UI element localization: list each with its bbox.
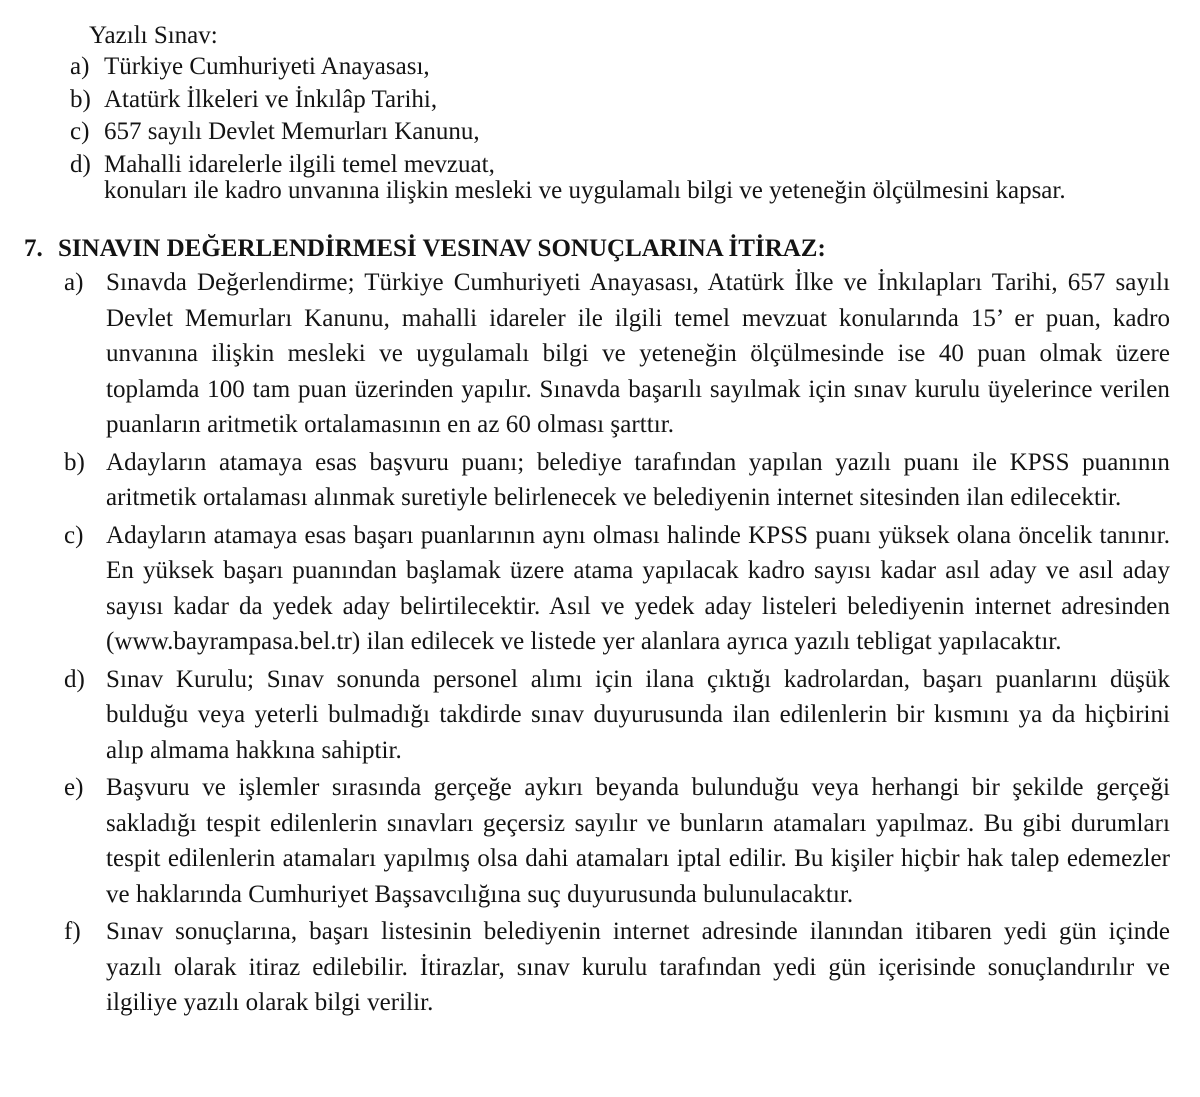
list-item-marker: d) (70, 150, 91, 178)
list-item-marker: f) (64, 918, 81, 945)
list-item-text: Atatürk İlkeleri ve İnkılâp Tarihi, (104, 85, 438, 113)
list-item-marker: c) (64, 521, 84, 549)
section-number: 7. (24, 235, 43, 262)
list-item (64, 770, 1170, 912)
list-item-text: Sınavda Değerlendirme; Türkiye Cumhuriyeti Anayasası, Atatürk İlke ve İnkılapları Tarihi, 657 sayılı Devlet Memurları Kanunu, mahalli idareler ile ilgili temel mevzuat konularında 15’ er puan, kadro unvanına ilişkin mesleki ve uygulamalı bilgi ve yeteneğin ölçülmesinde ise 40 puan olmak üzere toplamda 100 tam puan üzerinden yapılır. Sınavda başarılı sayılmak için sınav kurulu üyelerince verilen puanların aritmetik ortalamasının en az 60 olması şarttır. (106, 269, 1170, 438)
list-item-marker: c) (70, 118, 90, 145)
list-item-text: 657 sayılı Devlet Memurları Kanunu, (104, 118, 480, 145)
list-item-text: Sınav Kurulu; Sınav sonunda personel alımı için ilana çıktığı kadrolardan, başarı puanlarını düşük bulduğu veya yeterli bulmadığı takdirde sınav duyurusunda ilan edilenlerin bir kısmını ya da hiçbirini alıp almama hakkına sahiptir. (106, 665, 1170, 764)
section-title: SINAVIN DEĞERLENDİRMESİ VESINAV SONUÇLARINA İTİRAZ: (58, 235, 826, 262)
list-item (70, 116, 1170, 149)
list-item (64, 265, 1170, 443)
list-item-marker: b) (64, 448, 85, 476)
list-item-marker: e) (64, 774, 84, 801)
list-item (64, 914, 1170, 1021)
evaluation-items-list (64, 265, 1170, 1023)
list-item (70, 51, 1170, 84)
list-item (70, 84, 1170, 117)
list-item-marker: d) (64, 665, 85, 693)
list-item (64, 662, 1170, 769)
list-item (64, 518, 1170, 660)
list-item-text: Adayların atamaya esas başarı puanlarının aynı olması halinde KPSS puanı yüksek olana öncelik tanınır. En yüksek başarı puanından başlamak üzere atama yapılacak kadro sayısı kadar asıl aday ve asıl aday sayısı kadar da yedek aday belirtilecektir. Asıl ve yedek aday listeleri belediyenin internet adresinden (www.bayrampasa.bel.tr) ilan edilecek ve listede yer alanlara ayrıca yazılı tebligat yapılacaktır. (106, 521, 1170, 655)
list-item-text: Adayların atamaya esas başvuru puanı; belediye tarafından yapılan yazılı puanı ile KPSS puanının aritmetik ortalaması alınmak suretiyle belirlenecek ve belediyenin internet sitesinden ilan edilecektir. (106, 448, 1170, 511)
list-item-marker: a) (70, 53, 90, 80)
written-exam-title: Yazılı Sınav: (89, 22, 218, 49)
list-item-marker: b) (70, 85, 91, 113)
list-item-text: Türkiye Cumhuriyeti Anayasası, (104, 53, 430, 80)
list-item-text: Sınav sonuçlarına, başarı listesinin belediyenin internet adresinde ilanından itibaren yedi gün içinde yazılı olarak itiraz edilebilir. İtirazlar, sınav kurulu tarafından yedi gün içerisinde sonuçlandırılır ve ilgiliye yazılı olarak bilgi verilir. (106, 918, 1170, 1016)
list-item-text: Başvuru ve işlemler sırasında gerçeğe aykırı beyanda bulunduğu veya herhangi bir şekilde gerçeği sakladığı tespit edilenlerin sınavları geçersiz sayılır ve bunların atamaları yapılmaz. Bu gibi durumları tespit edilenlerin atamaları yapılmış olsa dahi atamaları iptal edilir. Bu kişiler hiçbir hak talep edemezler ve haklarında Cumhuriyet Başsavcılığına suç duyurusunda bulunulacaktır. (106, 774, 1170, 908)
written-exam-topics-list (70, 51, 1170, 181)
section-heading (24, 232, 826, 266)
written-exam-scope-text: konuları ile kadro unvanına ilişkin mesleki ve uygulamalı bilgi ve yeteneğin ölçülmesini kapsar. (104, 177, 1066, 204)
list-item-text: Mahalli idarelerle ilgili temel mevzuat, (104, 150, 495, 178)
list-item (64, 445, 1170, 516)
list-item-marker: a) (64, 269, 84, 296)
